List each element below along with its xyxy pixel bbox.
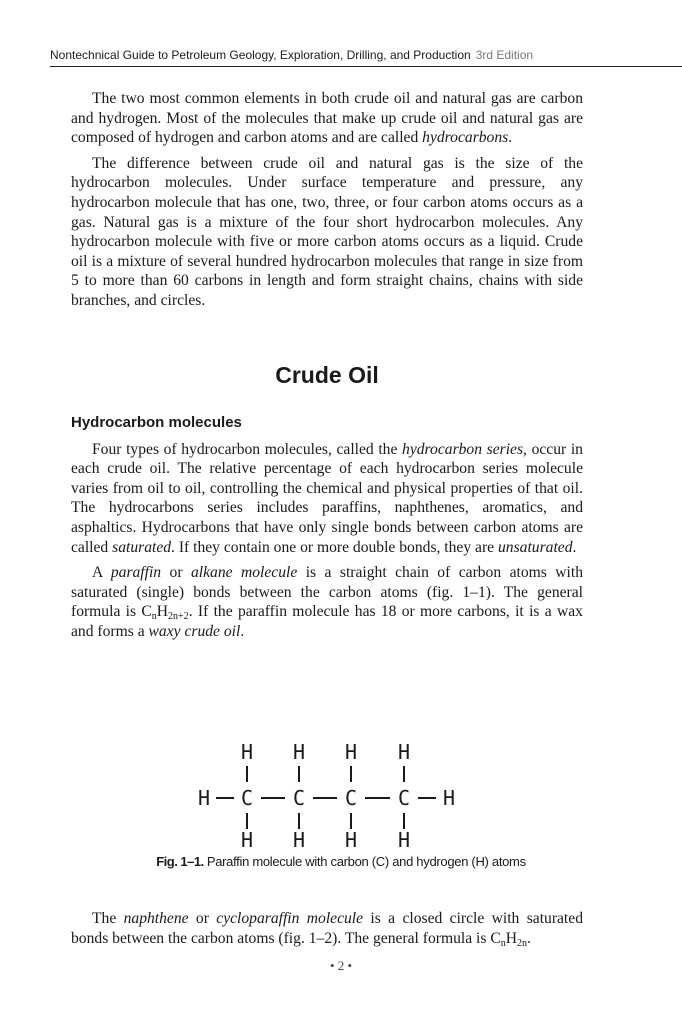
paragraph-intro-2: The difference between crude oil and natural gas is the size of the hydrocarbon molecules. Under surface temperature and pressure, any hydrocarbon molecule that has one, two, three, or four carbon atoms occurs as a gas. Natural gas is a mixture of the four short hydrocarbon molecules. Any hydrocarbon molecule with five or more carbon atoms occurs as a liquid. Crude oil is a mixture of several hundred hydrocarbon molecules that range in size from 5 to more than 60 carbons in length and form straight chains, chains with side branches, and circles. [71,154,583,309]
atom-h-top-4: H [397,740,411,764]
atom-h-bottom-3: H [344,828,358,850]
paragraph-intro-1: The two most common elements in both crude oil and natural gas are carbon and hydrogen. Most of the molecules that make up crude oil and natural gas are composed of hydrogen and carbon atoms and are called hydrocarbons. [71,90,583,147]
paragraph-naphthene: The naphthene or cycloparaffin molecule is a closed circle with saturated bonds between the carbon atoms (fig. 1–2). The general formula is $C_nH_{2n}$. [71,910,583,949]
book-title: Nontechnical Guide to Petroleum Geology, Exploration, Drilling, and Production [50,48,471,62]
atom-h-top-1: H [240,740,254,764]
atom-h-right: H [442,786,456,810]
atom-h-top-3: H [344,740,358,764]
atom-h-left: H [197,786,211,810]
figure-caption-text: Paraffin molecule with carbon (C) and hydrogen (H) atoms [206,854,526,869]
atom-h-bottom-4: H [397,828,411,850]
atom-c-3: C [344,786,358,810]
main-text [71,89,583,647]
paragraph-paraffin: A paraffin or alkane molecule is a straight chain of carbon atoms with saturated (single) bonds between the carbon atoms (fig. 1–1). The general formula is $C_nH_{2n+2}$. If the paraffin molecule has 18 or more carbons, it is a wax and forms a waxy crude oil. [71,564,583,640]
section-title: Crude Oil [275,361,379,388]
figure-label: Fig. 1–1. [156,854,207,869]
paragraph-hydrocarbon-series: Four types of hydrocarbon molecules, called the hydrocarbon series, occur in each crude oil. The relative percentage of each hydrocarbon series molecule varies from oil to oil, controlling the chemical and physical properties of that oil. The hydrocarbons series includes paraffins, naphthenes, aromatics, and asphaltics. Hydrocarbons that have only single bonds between carbon atoms are called saturated. If they contain one or more double bonds, they are unsaturated. [71,440,583,556]
running-header [50,47,682,67]
atom-c-1: C [240,786,254,810]
figure-caption [0,854,682,869]
term-hydrocarbons: hydrocarbons [422,129,509,147]
atom-h-bottom-1: H [240,828,254,850]
subsection-title: Hydrocarbon molecules [71,413,242,431]
atom-h-top-2: H [292,740,306,764]
atom-c-4: C [397,786,411,810]
atom-c-2: C [292,786,306,810]
edition-label: 3rd Edition [475,48,534,62]
atom-h-bottom-2: H [292,828,306,850]
page-number: • 2 • [329,958,353,973]
paraffin-molecule-diagram [190,738,470,850]
